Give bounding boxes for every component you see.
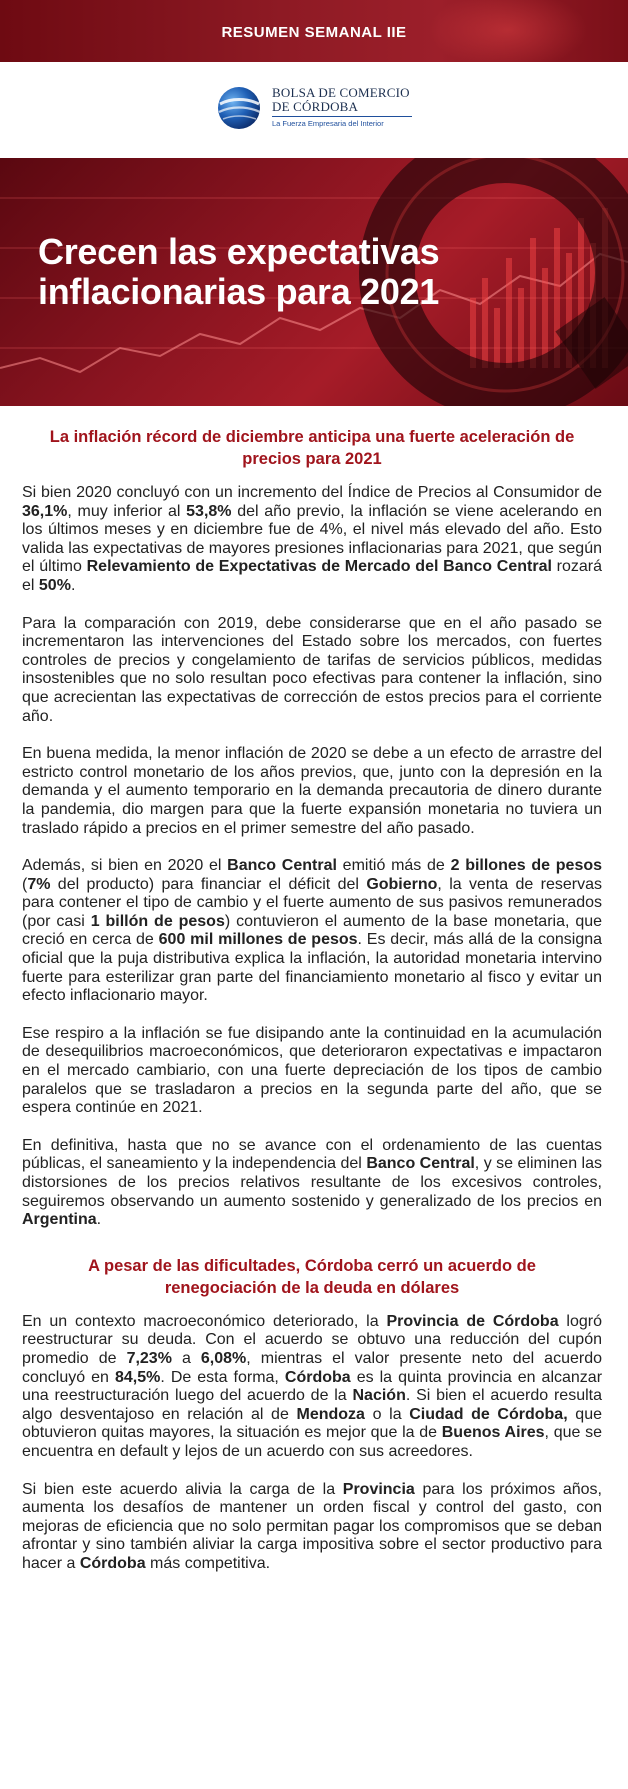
text-run: que obtuvieron quitas mayores, la situación es mejor que la de bbox=[22, 1405, 602, 1442]
text-run: . bbox=[96, 1211, 102, 1229]
text-run: . Si bien el acuerdo resulta algo desventajoso en relación al de bbox=[22, 1387, 602, 1423]
text-run: Además, si bien en 2020 el bbox=[22, 857, 228, 875]
globe-icon bbox=[215, 84, 263, 132]
text-run: más competitiva. bbox=[145, 1554, 271, 1572]
text-run: , mientras el valor presente neto del acuerdo concluyó en bbox=[22, 1349, 603, 1386]
hero-title-line-2: inflacionarias para 2021 bbox=[38, 271, 440, 312]
bold-text: Córdoba bbox=[79, 1554, 146, 1572]
text-run: Si bien este acuerdo alivia la carga de la bbox=[22, 1480, 343, 1498]
bold-text: Banco Central bbox=[227, 857, 337, 875]
paragraph bbox=[22, 1313, 602, 1462]
paragraph bbox=[22, 615, 602, 727]
bold-text: Banco Central bbox=[366, 1155, 475, 1173]
logo-tagline: La Fuerza Empresaria del Interior bbox=[272, 119, 384, 128]
text-run: es la quinta provincia en alcanzar una reestructuración luego del acuerdo de la bbox=[22, 1368, 603, 1405]
bold-text: Argentina bbox=[22, 1211, 97, 1229]
text-run: . Es decir, más allá de la consigna oficial que la puja distributiva explica la inflación, la autoridad monetaria intervino fuerte para esterilizar gran parte del financiamiento monetario al fisco y evitar un efecto inflacionario mayor. bbox=[22, 931, 603, 1005]
text-run: emitió más de bbox=[336, 857, 451, 875]
text-run: , y se eliminen las distorsiones de los precios relativos resultante de los excesivos controles, seguiremos observando un aumento sostenido y generalizado de los precios en bbox=[22, 1155, 603, 1210]
bold-text: 7% bbox=[27, 875, 51, 893]
bold-text: 6,08% bbox=[200, 1349, 247, 1367]
text-run: o la bbox=[364, 1405, 410, 1423]
text-run: Si bien 2020 concluyó con un incremento del Índice de Precios al Consumidor de bbox=[22, 484, 602, 501]
section-heading: La inflación récord de diciembre anticipa una fuerte aceleración de precios para 2021 bbox=[49, 428, 575, 468]
text-run: En definitiva, hasta que no se avance con el ordenamiento de las cuentas públicas, el saneamiento y la independencia del bbox=[22, 1136, 602, 1173]
text-run: del año previo, la inflación se viene acelerando en los últimos meses y en diciembre fue de 4%, el nivel más elevado del año. Esto valida las expectativas de mayores presiones inflacionarias para 2021, que según el último bbox=[22, 502, 602, 576]
banner-title: RESUMEN SEMANAL IIE bbox=[221, 24, 407, 41]
bold-text: 600 mil millones de pesos bbox=[158, 931, 358, 949]
text-run: para los próximos años, aumenta los desafíos de mantener un orden fiscal y control del gasto, con mejoras de eficiencia que no solo permitan pagar los compromisos que se deban afrontar y sino también aliviar la carga impositiva sobre el sector productivo para hacer a bbox=[22, 1480, 603, 1572]
text-run: rozará el bbox=[22, 558, 602, 594]
bold-text: 7,23% bbox=[126, 1349, 172, 1367]
bold-text: Relevamiento de Expectativas de Mercado del Banco Central bbox=[86, 558, 552, 576]
bold-text: 50% bbox=[38, 576, 71, 594]
text-run: ) contuvieron el aumento de la base monetaria, que creció en cerca de bbox=[22, 912, 603, 949]
text-run: a bbox=[171, 1349, 201, 1367]
bold-text: 1 billón de pesos bbox=[90, 912, 225, 930]
text-run: Ese respiro a la inflación se fue disipando ante la continuidad en la acumulación de desequilibrios macroeconómicos, que deterioraron expectativas e impactaron en el mercado cambiario, con una fuerte depreciación de los tipos de cambio paralelos que se trasladaron a precios en la segunda parte del año, que se espera continúe en 2021. bbox=[22, 1024, 602, 1117]
hero-title-line-1: Crecen las expectativas bbox=[38, 231, 440, 272]
bold-text: Nación bbox=[352, 1387, 406, 1405]
text-run: . De esta forma, bbox=[160, 1368, 285, 1386]
bold-text: 2 billones de pesos bbox=[450, 857, 603, 875]
paragraph bbox=[22, 1137, 602, 1230]
article-content bbox=[22, 426, 602, 1593]
paragraph bbox=[22, 1025, 602, 1118]
hero-banner bbox=[0, 158, 628, 406]
logo-line-2: DE CÓRDOBA bbox=[272, 99, 359, 114]
text-run: ( bbox=[22, 875, 28, 893]
text-run: En un contexto macroeconómico deteriorado, la bbox=[22, 1312, 387, 1330]
paragraph bbox=[22, 745, 602, 838]
bold-text: Buenos Aires bbox=[441, 1424, 545, 1442]
text-run: , muy inferior al bbox=[67, 502, 187, 520]
bold-text: Provincia de Córdoba bbox=[386, 1312, 559, 1330]
text-run: , la venta de reservas para contener el tipo de cambio y el fuerte aumento de sus pasivos remunerados (por casi bbox=[22, 875, 603, 930]
bold-text: 84,5% bbox=[114, 1368, 161, 1386]
bold-text: Gobierno bbox=[366, 875, 438, 893]
paragraph bbox=[22, 1481, 602, 1574]
top-banner bbox=[0, 0, 628, 62]
text-run: En buena medida, la menor inflación de 2020 se debe a un efecto de arrastre del estricto control monetario de los años previos, que, junto con la depresión en la demanda y el aumento temporario en la demanda precautoria de dinero durante la pandemia, dio margen para que la fuerte expansión monetaria no tuviera un traslado rápido a precios en el primer semestre del año pasado. bbox=[22, 745, 602, 837]
paragraph bbox=[22, 484, 602, 596]
bold-text: Mendoza bbox=[296, 1405, 365, 1423]
logo-rule bbox=[272, 116, 412, 117]
text-run: del producto) para financiar el déficit del bbox=[50, 875, 367, 893]
bold-text: 36,1% bbox=[22, 502, 68, 520]
text-run: . bbox=[70, 576, 76, 594]
section-heading: A pesar de las dificultades, Córdoba cerró un acuerdo de renegociación de la deuda en dólares bbox=[88, 1256, 536, 1297]
bold-text: Ciudad de Córdoba, bbox=[409, 1405, 568, 1423]
paragraph bbox=[22, 857, 602, 1006]
hero-title bbox=[38, 232, 518, 312]
text-run: , que se encuentra en default y lejos de un acuerdo con sus acreedores. bbox=[22, 1424, 602, 1460]
bold-text: 53,8% bbox=[186, 502, 232, 520]
bold-text: Provincia bbox=[342, 1480, 415, 1498]
text-run: logró reestructurar su deuda. Con el acuerdo se obtuvo una reducción del cupón promedio de bbox=[22, 1312, 602, 1367]
logo bbox=[0, 62, 628, 158]
logo-name bbox=[272, 86, 410, 114]
bold-text: Córdoba bbox=[284, 1368, 351, 1386]
text-run: Para la comparación con 2019, debe considerarse que en el año pasado se incrementaron las intervenciones del Estado sobre los mercados, con fuertes controles de precios y congelamiento de tarifas de servicios públicos, medidas insostenibles que no solo resultan poco efectivas para contener la inflación, sino que acrecientan las expectativas de corrección de estos precios para el corriente año. bbox=[22, 614, 602, 725]
logo-line-1: BOLSA DE COMERCIO bbox=[272, 85, 410, 100]
